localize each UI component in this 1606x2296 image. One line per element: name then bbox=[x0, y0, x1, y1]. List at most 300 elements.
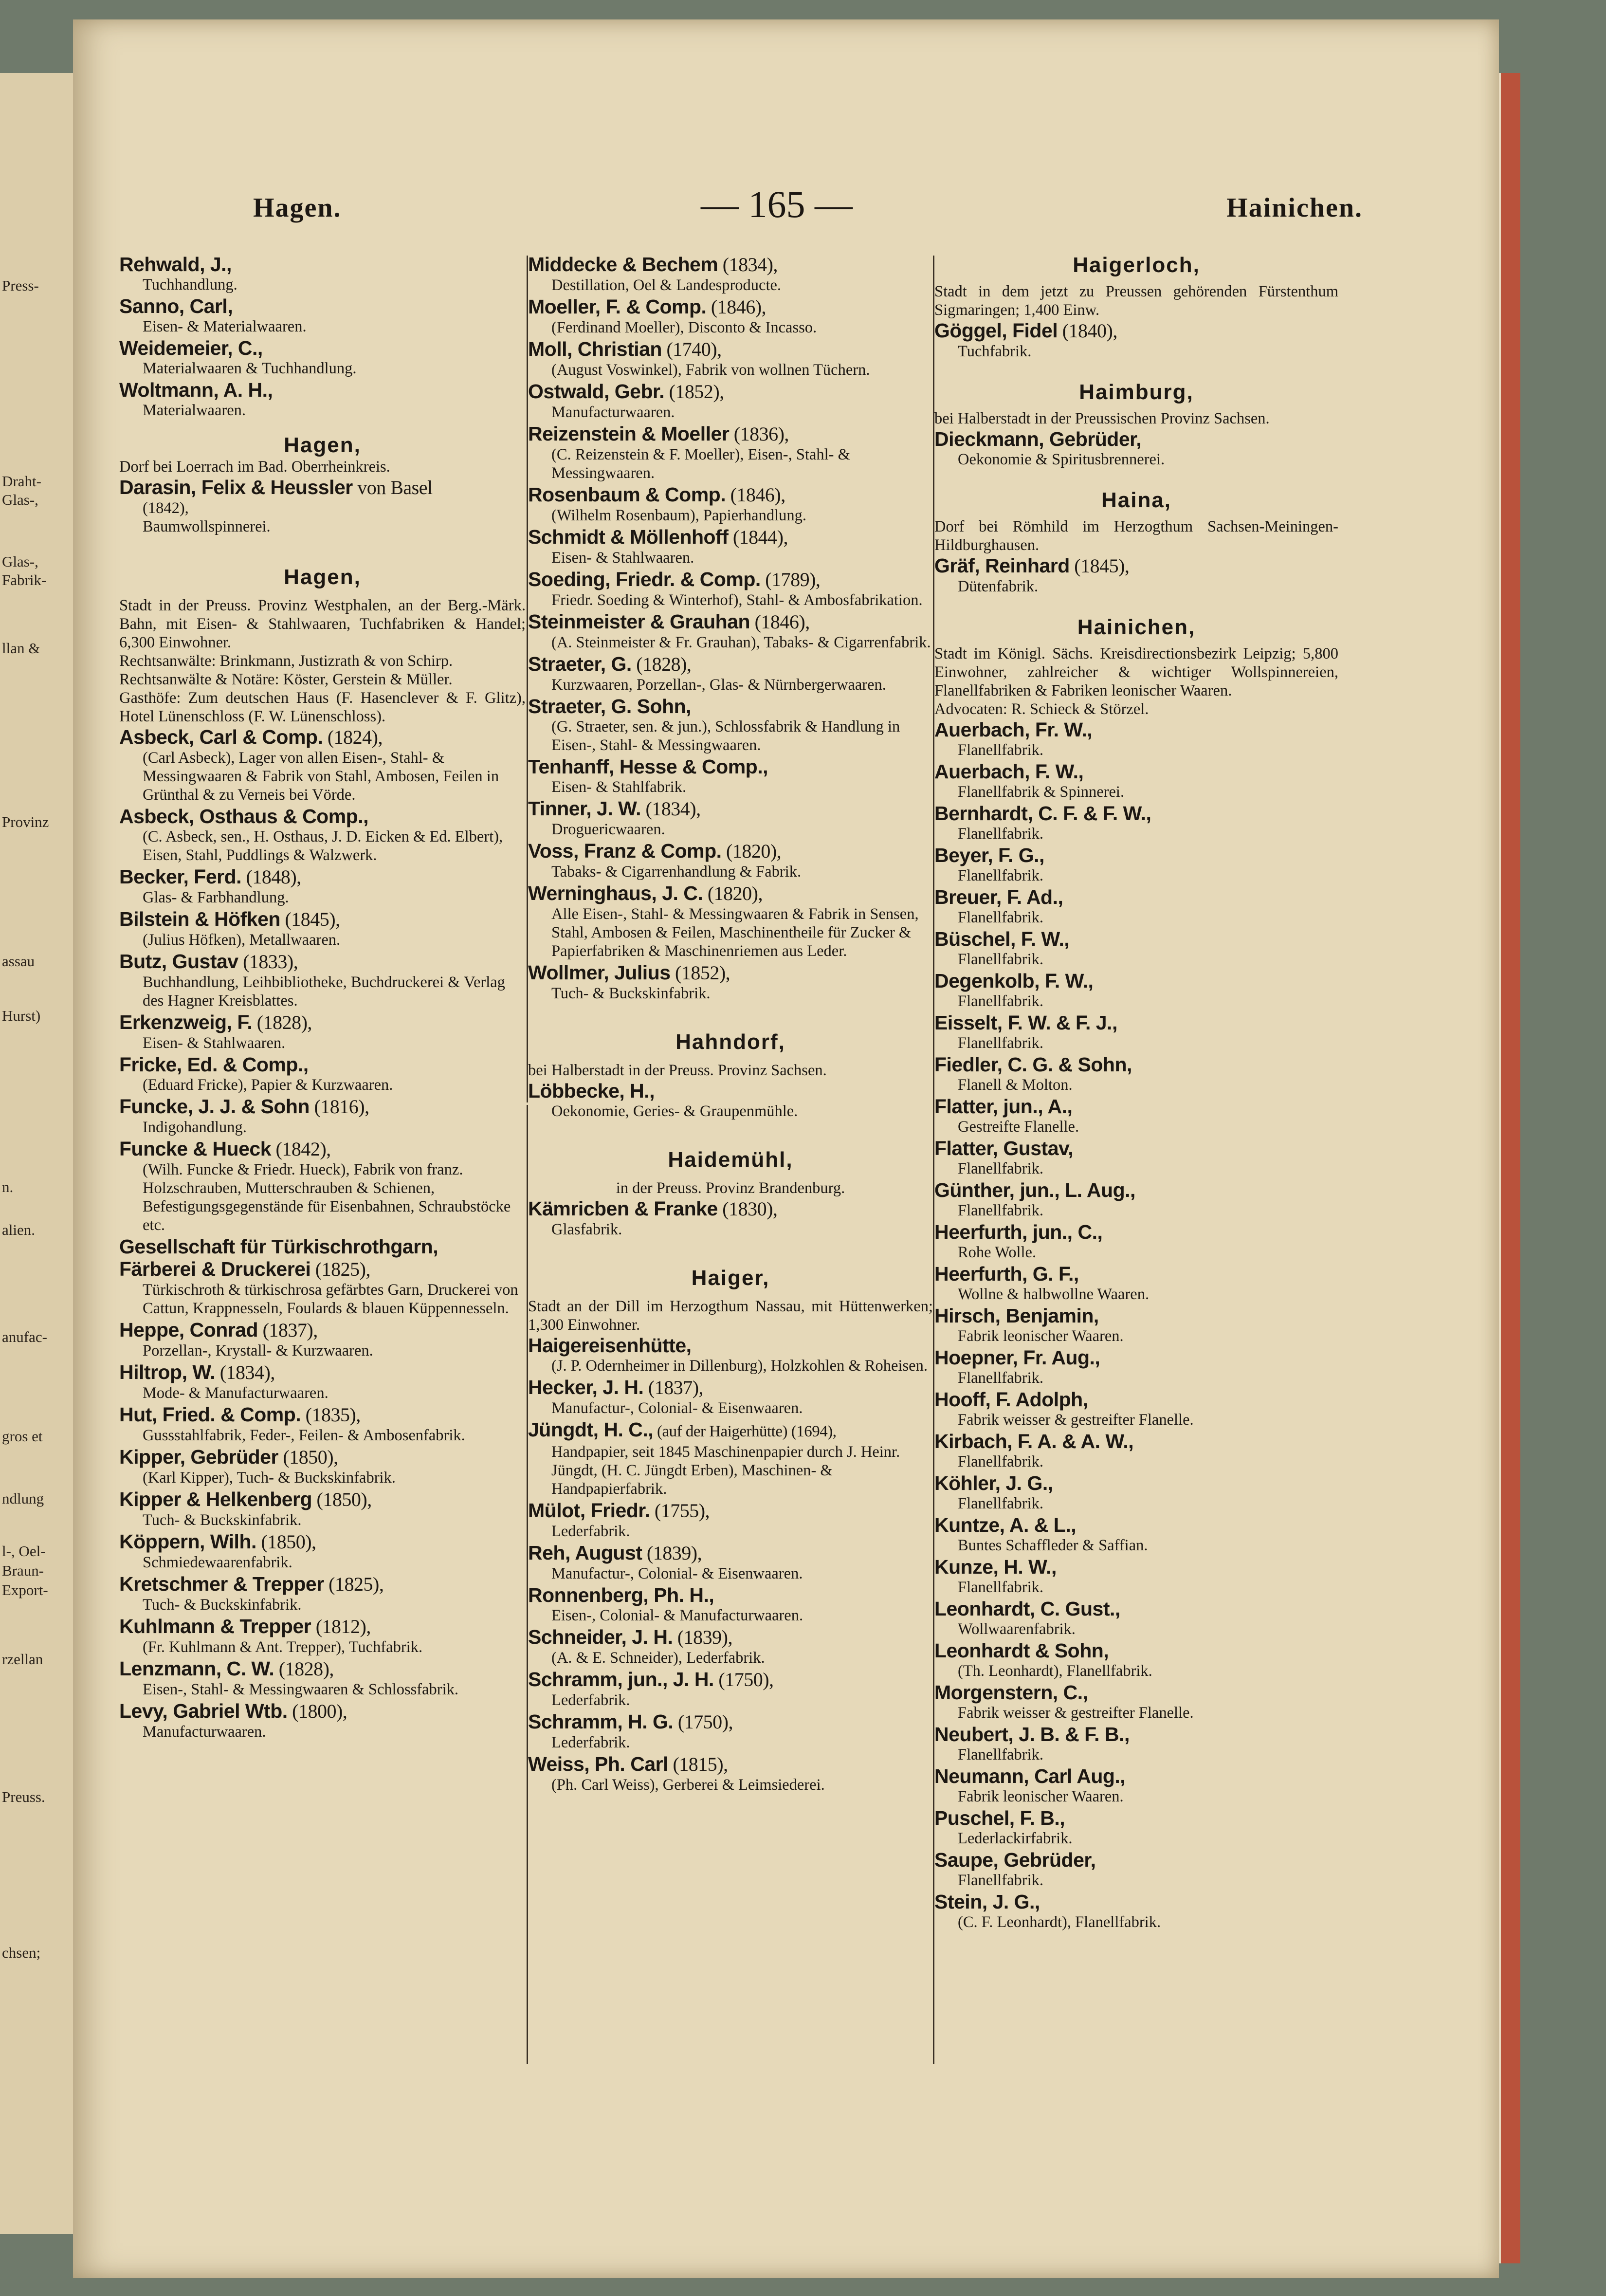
firm-year: (1836), bbox=[729, 423, 789, 445]
firm-name: Middecke & Bechem bbox=[528, 253, 718, 276]
list-item bbox=[119, 1011, 526, 1052]
firm-name: Jüngdt, H. C., bbox=[528, 1418, 654, 1441]
firm-year: (1828), bbox=[274, 1658, 334, 1680]
firm-desc: Flanellfabrik. bbox=[958, 1202, 1043, 1219]
list-item bbox=[934, 844, 1338, 885]
list-item bbox=[528, 568, 933, 609]
firm-year: (1740), bbox=[661, 338, 722, 360]
firm-desc: (Ph. Carl Weiss), Gerberei & Leimsiederei. bbox=[551, 1776, 825, 1794]
list-item bbox=[119, 1446, 526, 1487]
firm-desc: Eisen- & Stahlfabrik. bbox=[551, 778, 687, 796]
firm-name: Günther, jun., L. Aug., bbox=[934, 1179, 1135, 1201]
list-item bbox=[528, 653, 933, 694]
firm-name: Levy, Gabriel Wtb. bbox=[119, 1700, 288, 1722]
firm-desc: Türkischroth & türkischrosa gefärbtes Garn, Druckerei von Cattun, Krappnesseln, Foulards & blauen Küppennesseln. bbox=[143, 1281, 518, 1317]
firm-desc: Glasfabrik. bbox=[551, 1221, 622, 1238]
firm-year: (1844), bbox=[728, 526, 788, 548]
firm-desc: (Ferdinand Moeller), Disconto & Incasso. bbox=[551, 319, 817, 336]
left-fragment: Press- bbox=[2, 277, 39, 294]
list-item bbox=[934, 1346, 1338, 1387]
list-item bbox=[528, 797, 933, 839]
list-item bbox=[119, 1095, 526, 1137]
firm-name: Bilstein & Höfken bbox=[119, 908, 280, 930]
list-item bbox=[934, 970, 1338, 1010]
firm-year: (1750), bbox=[673, 1711, 733, 1733]
list-item bbox=[528, 1542, 933, 1583]
firm-year: (1846), bbox=[726, 484, 785, 506]
firm-name: Asbeck, Carl & Comp. bbox=[119, 726, 323, 748]
firm-desc: Flanellfabrik. bbox=[958, 741, 1043, 759]
list-item bbox=[528, 253, 933, 294]
list-item bbox=[528, 1080, 933, 1120]
firm-desc: Gestreifte Flanelle. bbox=[958, 1118, 1079, 1136]
firm-name: Dieckmann, Gebrüder, bbox=[934, 428, 1142, 450]
firm-name: Heerfurth, jun., C., bbox=[934, 1221, 1103, 1243]
firm-desc: Rohe Wolle. bbox=[958, 1244, 1037, 1261]
firm-year: (1825), bbox=[324, 1573, 384, 1595]
firm-year: (1845), bbox=[280, 908, 340, 930]
firm-name: Darasin, Felix & Heussler bbox=[119, 476, 353, 498]
firm-year: (1834), bbox=[215, 1361, 275, 1383]
firm-name: Köhler, J. G., bbox=[934, 1472, 1053, 1494]
firm-year: (1816), bbox=[309, 1096, 369, 1118]
list-item bbox=[934, 1891, 1338, 1931]
firm-desc: Oekonomie & Spiritusbrennerei. bbox=[958, 451, 1165, 468]
section-intro: Stadt im Königl. Sächs. Kreisdirectionsbezirk Leipzig; 5,800 Einwohner, zahlreicher & wichtiger Wollspinnereien, Flanellfabriken & Fabriken leonischer Waaren. bbox=[934, 645, 1338, 699]
firm-year: (1800), bbox=[287, 1700, 347, 1722]
firm-year: (1848), bbox=[241, 866, 301, 888]
firm-name: Straeter, G. bbox=[528, 653, 632, 675]
firm-desc: Dütenfabrik. bbox=[958, 578, 1039, 595]
firm-name: Reh, August bbox=[528, 1542, 642, 1564]
firm-desc: (J. P. Odernheimer in Dillenburg), Holzkohlen & Roheisen. bbox=[551, 1357, 928, 1375]
firm-desc: Buntes Schaffleder & Saffian. bbox=[958, 1537, 1148, 1554]
left-page-edge bbox=[0, 73, 76, 2234]
firm-desc: Flanellfabrik. bbox=[958, 1579, 1043, 1596]
firm-name: Haigereisenhütte, bbox=[528, 1334, 692, 1357]
firm-name: Butz, Gustav bbox=[119, 950, 238, 973]
section-intro: bei Halberstadt in der Preussischen Provinz Sachsen. bbox=[934, 410, 1270, 427]
list-item bbox=[934, 718, 1338, 759]
firm-name: Rehwald, J., bbox=[119, 253, 232, 276]
list-item bbox=[119, 1573, 526, 1614]
list-item bbox=[934, 1263, 1338, 1304]
firm-name: Leonhardt, C. Gust., bbox=[934, 1598, 1120, 1620]
firm-desc: Wollne & halbwollne Waaren. bbox=[958, 1286, 1150, 1303]
list-item bbox=[934, 1556, 1338, 1597]
column-2 bbox=[528, 253, 933, 1795]
firm-desc: Lederlackirfabrik. bbox=[958, 1830, 1073, 1847]
list-item bbox=[528, 1584, 933, 1625]
list-item bbox=[528, 1668, 933, 1709]
firm-desc: Indigohandlung. bbox=[143, 1119, 247, 1136]
firm-desc: Manufactur-, Colonial- & Eisenwaaren. bbox=[551, 1565, 803, 1582]
firm-name: Flatter, Gustav, bbox=[934, 1137, 1074, 1159]
list-item bbox=[934, 1681, 1338, 1722]
left-fragment: assau bbox=[2, 953, 35, 970]
list-item bbox=[934, 1011, 1338, 1052]
firm-year: (1820), bbox=[721, 840, 782, 862]
list-item bbox=[934, 1849, 1338, 1890]
firm-name: Wollmer, Julius bbox=[528, 961, 671, 984]
left-fragment: Export- bbox=[2, 1581, 48, 1598]
firm-name: Schmidt & Möllenhoff bbox=[528, 526, 729, 548]
firm-year: (1852), bbox=[664, 381, 724, 403]
firm-desc: Fabrik leonischer Waaren. bbox=[958, 1327, 1124, 1345]
list-item bbox=[119, 726, 526, 804]
list-item bbox=[119, 908, 526, 949]
firm-desc: Gussstahlfabrik, Feder-, Feilen- & Ambosenfabrik. bbox=[143, 1427, 465, 1444]
firm-desc: (Fr. Kuhlmann & Ant. Trepper), Tuchfabrik. bbox=[143, 1638, 423, 1656]
list-item bbox=[119, 1530, 526, 1572]
list-item bbox=[528, 1753, 933, 1794]
hotels: Gasthöfe: Zum deutschen Haus (F. Hasenclever & F. Glitz), Hotel Lünenschloss (F. W. Lünenschloss). bbox=[119, 689, 526, 725]
firm-year: (1812), bbox=[311, 1616, 371, 1637]
firm-name: Werninghaus, J. C. bbox=[528, 882, 703, 904]
list-item bbox=[934, 886, 1338, 927]
firm-name: Auerbach, Fr. W., bbox=[934, 718, 1093, 741]
list-item bbox=[119, 950, 526, 1010]
header-left-place: Hagen. bbox=[253, 193, 342, 223]
firm-name: Kirbach, F. A. & A. W., bbox=[934, 1430, 1134, 1452]
firm-year: (1839), bbox=[673, 1626, 732, 1648]
firm-desc: Flanellfabrik. bbox=[958, 825, 1043, 843]
firm-year: (1834), bbox=[718, 254, 778, 276]
left-fragment: Preuss. bbox=[2, 1788, 45, 1805]
firm-name: Büschel, F. W., bbox=[934, 928, 1070, 950]
firm-desc: Fabrik weisser & gestreifter Flanelle. bbox=[958, 1704, 1194, 1722]
lawyers: Rechtsanwälte: Brinkmann, Justizrath & von Schirp. bbox=[119, 652, 453, 670]
firm-name: Weiss, Ph. Carl bbox=[528, 1753, 668, 1775]
firm-desc: Flanellfabrik. bbox=[958, 867, 1043, 884]
firm-year: (auf der Haigerhütte) (1694), bbox=[653, 1423, 837, 1440]
firm-desc: Fabrik leonischer Waaren. bbox=[958, 1788, 1124, 1805]
list-item bbox=[528, 338, 933, 379]
firm-desc: (C. Asbeck, sen., H. Osthaus, J. D. Eicken & Ed. Elbert), Eisen, Stahl, Puddlings & Walzwerk. bbox=[143, 828, 503, 864]
list-item bbox=[528, 1710, 933, 1752]
firm-name: Leonhardt & Sohn, bbox=[934, 1639, 1109, 1662]
list-item bbox=[934, 1179, 1338, 1220]
list-item bbox=[934, 319, 1338, 361]
firm-desc: Flanellfabrik. bbox=[958, 1453, 1043, 1470]
list-item bbox=[528, 1197, 933, 1239]
list-item bbox=[934, 1472, 1338, 1513]
list-item bbox=[119, 1361, 526, 1402]
firm-desc: Droguericwaaren. bbox=[551, 821, 665, 838]
firm-name: Neumann, Carl Aug., bbox=[934, 1765, 1126, 1787]
list-item bbox=[119, 476, 526, 536]
firm-year: (1750), bbox=[713, 1669, 774, 1690]
list-item bbox=[119, 1403, 526, 1445]
firm-year: (1828), bbox=[252, 1011, 312, 1033]
firm-name: Kuntze, A. & L., bbox=[934, 1514, 1077, 1536]
list-item bbox=[934, 1598, 1338, 1638]
list-item bbox=[528, 380, 933, 422]
list-item bbox=[528, 1376, 933, 1417]
list-item bbox=[119, 865, 526, 907]
firm-name: Morgenstern, C., bbox=[934, 1681, 1088, 1704]
firm-name: Lenzmann, C. W. bbox=[119, 1657, 274, 1680]
list-item bbox=[528, 882, 933, 960]
firm-name: Hut, Fried. & Comp. bbox=[119, 1403, 301, 1426]
firm-name: Auerbach, F. W., bbox=[934, 760, 1084, 783]
left-fragment: anufac- bbox=[2, 1328, 47, 1345]
firm-name: Moll, Christian bbox=[528, 338, 662, 360]
firm-name: Kämricben & Franke bbox=[528, 1197, 718, 1220]
section-intro: Stadt an der Dill im Herzogthum Nassau, mit Hüttenwerken; 1,300 Einwohner. bbox=[528, 1298, 933, 1334]
firm-desc: Flanellfabrik. bbox=[958, 1872, 1043, 1889]
left-fragment: Glas-, bbox=[2, 553, 38, 570]
firm-year: (1789), bbox=[760, 569, 821, 590]
firm-desc: Flanellfabrik. bbox=[958, 1495, 1043, 1512]
firm-year: (1837), bbox=[643, 1377, 704, 1398]
list-item bbox=[119, 337, 526, 378]
firm-name: Schramm, H. G. bbox=[528, 1710, 674, 1733]
list-item bbox=[528, 422, 933, 482]
firm-year: (1824), bbox=[323, 726, 383, 748]
firm-desc: Tuch- & Buckskinfabrik. bbox=[143, 1596, 302, 1614]
section-intro: Dorf bei Römhild im Herzogthum Sachsen-Meiningen-Hildburghausen. bbox=[934, 518, 1338, 554]
firm-name: Asbeck, Osthaus & Comp., bbox=[119, 805, 369, 827]
firm-name: Neubert, J. B. & F. B., bbox=[934, 1723, 1130, 1745]
section-intro: in der Preuss. Provinz Brandenburg. bbox=[616, 1179, 845, 1197]
firm-year: (1833), bbox=[238, 951, 298, 973]
firm-year: (1835), bbox=[301, 1404, 361, 1426]
firm-desc: Buchhandlung, Leihbibliotheke, Buchdruckerei & Verlag des Hagner Kreisblattes. bbox=[143, 974, 505, 1010]
firm-desc: Flanell & Molton. bbox=[958, 1076, 1073, 1094]
firm-name: Flatter, jun., A., bbox=[934, 1095, 1073, 1118]
list-item bbox=[528, 961, 933, 1003]
firm-desc: Tabaks- & Cigarrenhandlung & Fabrik. bbox=[551, 863, 802, 881]
firm-year: (1755), bbox=[650, 1500, 710, 1522]
firm-year: (1850), bbox=[312, 1488, 372, 1510]
firm-name: Eisselt, F. W. & F. J., bbox=[934, 1011, 1117, 1034]
firm-year: (1825), bbox=[310, 1258, 370, 1280]
list-item bbox=[934, 1053, 1338, 1094]
firm-name: Kipper, Gebrüder bbox=[119, 1446, 278, 1468]
firm-desc: (Julius Höfken), Metallwaaren. bbox=[143, 931, 341, 949]
list-item bbox=[119, 805, 526, 864]
firm-desc: Fabrik weisser & gestreifter Flanelle. bbox=[958, 1411, 1194, 1429]
list-item bbox=[119, 1053, 526, 1094]
firm-year: (1839), bbox=[642, 1542, 702, 1564]
firm-name: Hirsch, Benjamin, bbox=[934, 1304, 1099, 1327]
list-item bbox=[934, 1221, 1338, 1262]
firm-name-extra: von Basel bbox=[352, 477, 433, 498]
firm-name: Ronnenberg, Ph. H., bbox=[528, 1584, 714, 1606]
firm-name: Gräf, Reinhard bbox=[934, 554, 1070, 577]
left-fragment: alien. bbox=[2, 1221, 35, 1238]
list-item bbox=[119, 379, 526, 420]
firm-desc: Flanellfabrik. bbox=[958, 909, 1043, 926]
firm-name: Stein, J. G., bbox=[934, 1891, 1040, 1913]
list-item bbox=[528, 840, 933, 881]
firm-name: Löbbecke, H., bbox=[528, 1080, 655, 1102]
list-item bbox=[528, 755, 933, 796]
firm-desc: Lederfabrik. bbox=[551, 1734, 630, 1751]
firm-name: Kuhlmann & Trepper bbox=[119, 1615, 311, 1637]
firm-desc: Destillation, Oel & Landesproducte. bbox=[551, 276, 782, 294]
firm-desc: Flanellfabrik. bbox=[958, 1034, 1043, 1052]
firm-desc: Flanellfabrik. bbox=[958, 951, 1043, 968]
firm-year: (1852), bbox=[670, 962, 730, 984]
firm-desc: (A. & E. Schneider), Lederfabrik. bbox=[551, 1649, 765, 1667]
book-edge bbox=[1499, 73, 1520, 2263]
firm-year: (1846), bbox=[750, 611, 810, 633]
list-item bbox=[934, 1430, 1338, 1471]
firm-year: (1834), bbox=[640, 798, 701, 820]
firm-desc: Eisen- & Stahlwaaren. bbox=[551, 549, 694, 567]
left-fragment: llan & bbox=[2, 640, 40, 657]
firm-name: Fiedler, C. G. & Sohn, bbox=[934, 1053, 1132, 1076]
list-item bbox=[528, 1418, 933, 1498]
firm-desc: Manufacturwaaren. bbox=[551, 404, 675, 421]
lawyers-notaries: Rechtsanwälte & Notäre: Köster, Gerstein & Müller. bbox=[119, 671, 453, 688]
firm-desc: Eisen- & Stahlwaaren. bbox=[143, 1034, 286, 1052]
firm-year: (1846), bbox=[706, 296, 766, 318]
firm-name-cont: Färberei & Druckerei bbox=[119, 1258, 311, 1280]
firm-name: Voss, Franz & Comp. bbox=[528, 840, 722, 862]
firm-year: (1815), bbox=[668, 1753, 728, 1775]
firm-desc: Porzellan-, Krystall- & Kurzwaaren. bbox=[143, 1342, 373, 1359]
firm-name: Hiltrop, W. bbox=[119, 1361, 216, 1383]
firm-desc: (August Voswinkel), Fabrik von wollnen Tüchern. bbox=[551, 361, 870, 379]
list-item bbox=[528, 695, 933, 754]
firm-name: Kretschmer & Trepper bbox=[119, 1573, 324, 1595]
advocates: Advocaten: R. Schieck & Störzel. bbox=[934, 700, 1149, 718]
firm-desc: Lederfabrik. bbox=[551, 1691, 630, 1709]
firm-desc: Mode- & Manufacturwaaren. bbox=[143, 1384, 328, 1402]
firm-year: (1820), bbox=[703, 882, 763, 904]
firm-desc: Glas- & Farbhandlung. bbox=[143, 889, 289, 906]
list-item bbox=[119, 295, 526, 336]
firm-name: Becker, Ferd. bbox=[119, 865, 242, 888]
firm-desc: Tuchhandlung. bbox=[143, 276, 237, 294]
firm-name: Puschel, F. B., bbox=[934, 1807, 1065, 1829]
left-fragment: Draht- bbox=[2, 473, 41, 490]
list-item bbox=[528, 1499, 933, 1541]
firm-desc: (A. Steinmeister & Fr. Grauhan), Tabaks- & Cigarrenfabrik. bbox=[551, 634, 931, 651]
firm-desc: Flanellfabrik & Spinnerei. bbox=[958, 783, 1125, 801]
firm-desc: Flanellfabrik. bbox=[958, 1746, 1043, 1763]
firm-name: Funcke & Hueck bbox=[119, 1138, 271, 1160]
firm-desc: Flanellfabrik. bbox=[958, 992, 1043, 1010]
section-heading: Haimburg, bbox=[1079, 380, 1194, 404]
firm-year: (1850), bbox=[256, 1531, 316, 1553]
firm-year: (1828), bbox=[631, 653, 692, 675]
firm-desc: (C. Reizenstein & F. Moeller), Eisen-, Stahl- & Messingwaaren. bbox=[551, 446, 850, 482]
list-item bbox=[528, 295, 933, 337]
firm-name: Soeding, Friedr. & Comp. bbox=[528, 568, 761, 590]
firm-name: Breuer, F. Ad., bbox=[934, 886, 1063, 908]
firm-desc: Friedr. Soeding & Winterhof), Stahl- & Ambosfabrikation. bbox=[551, 591, 923, 609]
list-item bbox=[119, 1488, 526, 1529]
list-item bbox=[528, 1334, 933, 1375]
list-item bbox=[528, 526, 933, 567]
section-heading: Hagen, bbox=[284, 565, 361, 589]
firm-name: Kipper & Helkenberg bbox=[119, 1488, 312, 1510]
firm-name: Saupe, Gebrüder, bbox=[934, 1849, 1096, 1871]
section-intro: bei Halberstadt in der Preuss. Provinz Sachsen. bbox=[528, 1062, 827, 1079]
firm-desc: Eisen-, Stahl- & Messingwaaren & Schlossfabrik. bbox=[143, 1681, 458, 1698]
firm-name: Straeter, G. Sohn, bbox=[528, 695, 692, 717]
list-item bbox=[934, 1388, 1338, 1429]
list-item bbox=[119, 1319, 526, 1360]
firm-desc: Schmiedewaarenfabrik. bbox=[143, 1554, 292, 1571]
firm-name: Reizenstein & Moeller bbox=[528, 422, 730, 445]
firm-desc: Handpapier, seit 1845 Maschinenpapier durch J. Heinr. Jüngdt, (H. C. Jüngdt Erben), Maschinen- & Handpapierfabrik. bbox=[551, 1443, 900, 1498]
firm-year: (1842), bbox=[271, 1138, 331, 1160]
left-fragment: Braun- bbox=[2, 1562, 44, 1579]
list-item bbox=[119, 1138, 526, 1234]
firm-name: Heerfurth, G. F., bbox=[934, 1263, 1079, 1285]
section-heading: Hagen, bbox=[284, 433, 361, 457]
left-fragment: l-, Oel- bbox=[2, 1543, 46, 1560]
list-item bbox=[934, 1514, 1338, 1555]
firm-desc: (Th. Leonhardt), Flanellfabrik. bbox=[958, 1662, 1152, 1680]
firm-desc: Materialwaaren. bbox=[143, 402, 246, 419]
firm-desc: (G. Straeter, sen. & jun.), Schlossfabrik & Handlung in Eisen-, Stahl- & Messingwaaren. bbox=[551, 718, 900, 754]
list-item bbox=[934, 1304, 1338, 1345]
firm-desc: Tuch- & Buckskinfabrik. bbox=[143, 1511, 302, 1529]
left-fragment: chsen; bbox=[2, 1944, 41, 1961]
firm-name: Erkenzweig, F. bbox=[119, 1011, 253, 1033]
left-fragment: Glas-, bbox=[2, 491, 38, 508]
left-fragment: Fabrik- bbox=[2, 571, 47, 588]
section-heading: Haigerloch, bbox=[1073, 253, 1200, 277]
firm-name: Ostwald, Gebr. bbox=[528, 380, 665, 403]
firm-desc: Flanellfabrik. bbox=[958, 1369, 1043, 1387]
list-item bbox=[528, 483, 933, 525]
list-item bbox=[934, 1765, 1338, 1806]
firm-name: Mülot, Friedr. bbox=[528, 1499, 650, 1522]
firm-desc: (Wilh. Funcke & Friedr. Hueck), Fabrik von franz. Holzschrauben, Mutterschrauben & Schienen, Befestigungsgegenstände für Eisenbahnen, Schraubstöcke etc. bbox=[143, 1161, 511, 1234]
firm-name: Fricke, Ed. & Comp., bbox=[119, 1053, 309, 1076]
firm-desc: Manufactur-, Colonial- & Eisenwaaren. bbox=[551, 1399, 803, 1417]
firm-year: (1845), bbox=[1069, 555, 1130, 577]
firm-desc: Lederfabrik. bbox=[551, 1523, 630, 1540]
firm-name: Weidemeier, C., bbox=[119, 337, 263, 359]
firm-name: Kunze, H. W., bbox=[934, 1556, 1057, 1578]
column-3 bbox=[934, 253, 1338, 1932]
firm-desc: Oekonomie, Geries- & Graupenmühle. bbox=[551, 1102, 798, 1120]
left-fragment: gros et bbox=[2, 1428, 43, 1445]
section-heading: Haiger, bbox=[691, 1266, 770, 1290]
firm-desc: Wollwaarenfabrik. bbox=[958, 1620, 1076, 1638]
firm-name: Heppe, Conrad bbox=[119, 1319, 258, 1341]
column-1 bbox=[119, 253, 526, 1742]
firm-name: Hooff, F. Adolph, bbox=[934, 1388, 1088, 1411]
firm-name: Bernhardt, C. F. & F. W., bbox=[934, 802, 1151, 825]
section-heading: Haina, bbox=[1101, 488, 1172, 512]
left-fragment: n. bbox=[2, 1178, 14, 1195]
firm-desc: (C. F. Leonhardt), Flanellfabrik. bbox=[958, 1913, 1161, 1931]
firm-desc: Manufacturwaaren. bbox=[143, 1723, 266, 1741]
firm-year: (1850), bbox=[278, 1446, 338, 1468]
section-heading: Haidemühl, bbox=[668, 1148, 793, 1172]
header-right-place: Hainichen. bbox=[1226, 193, 1363, 223]
left-fragment: ndlung bbox=[2, 1490, 44, 1507]
firm-year: (1842), bbox=[143, 499, 189, 517]
firm-name: Moeller, F. & Comp. bbox=[528, 295, 707, 318]
section-intro: Stadt in der Preuss. Provinz Westphalen, an der Berg.-Märk. Bahn, mit Eisen- & Stahlwaaren, Tuchfabriken & Handel; 6,300 Einwohner. bbox=[119, 597, 526, 651]
list-item bbox=[934, 928, 1338, 969]
firm-desc: Materialwaaren & Tuchhandlung. bbox=[143, 360, 357, 377]
firm-name: Köppern, Wilh. bbox=[119, 1530, 256, 1553]
firm-name: Schneider, J. H. bbox=[528, 1626, 673, 1648]
firm-name: Schramm, jun., J. H. bbox=[528, 1668, 714, 1690]
list-item bbox=[934, 1137, 1338, 1178]
